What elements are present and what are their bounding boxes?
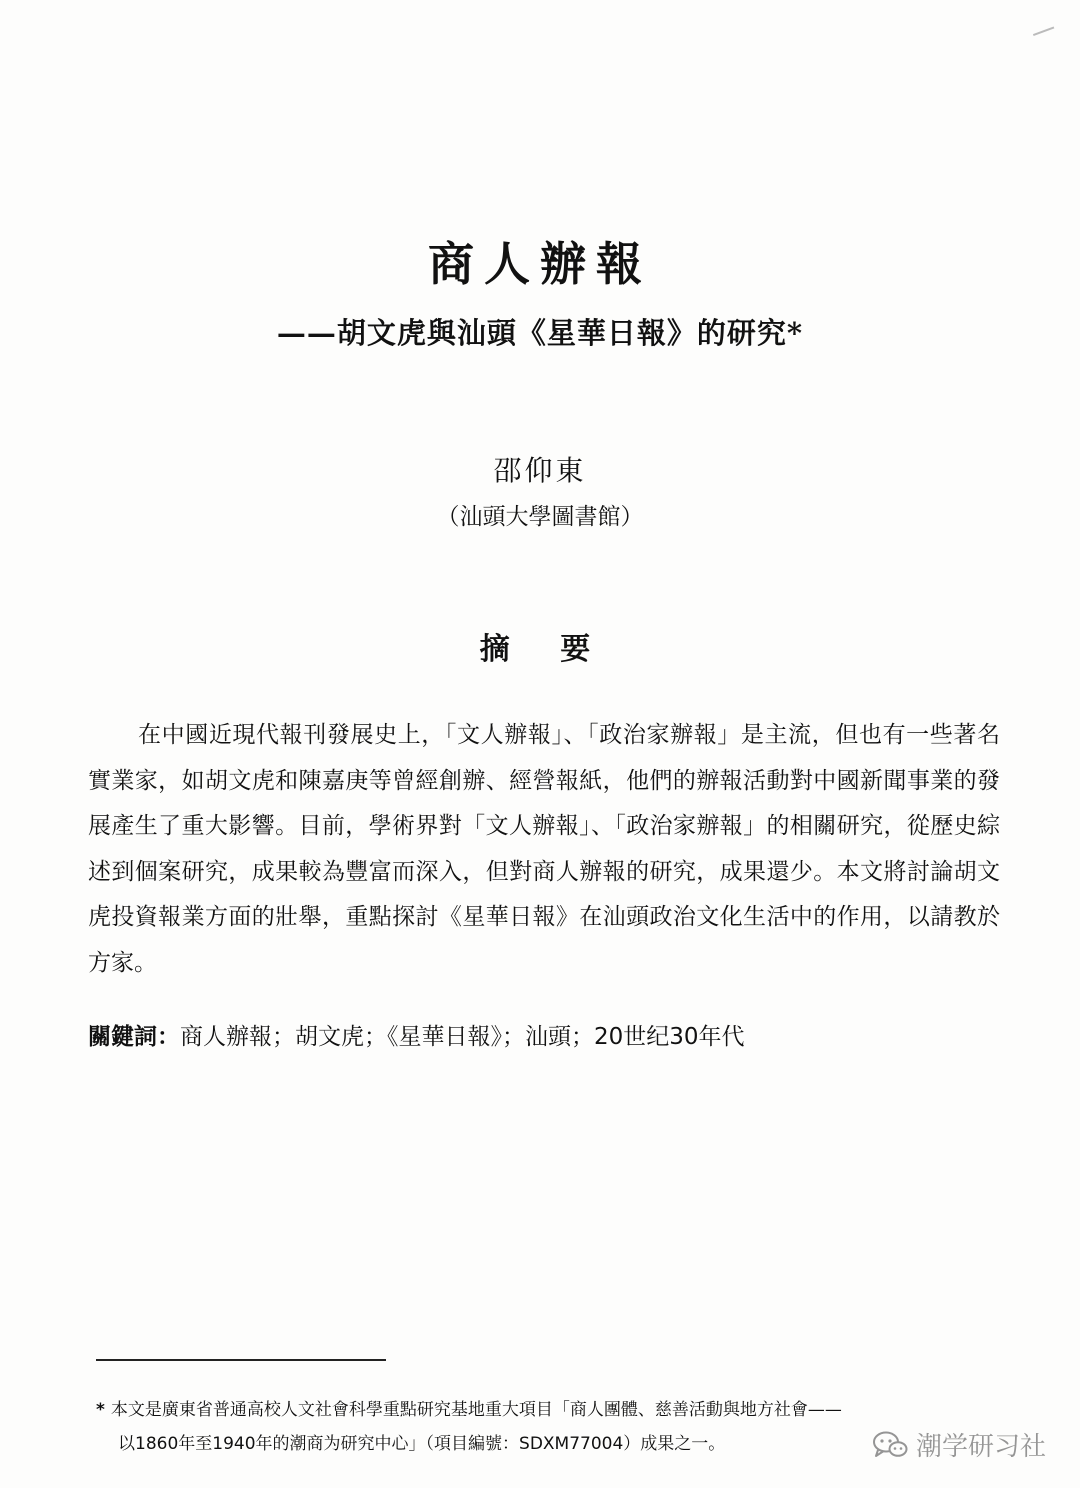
watermark-text: 潮学研习社 bbox=[916, 1432, 1047, 1462]
abstract-heading: 摘 要 bbox=[479, 632, 611, 667]
paper-subtitle: ——胡文虎與汕頭《星華日報》的研究* bbox=[276, 316, 804, 350]
keywords-text: 商人辦報；胡文虎；《星華日報》；汕頭；20世纪30年代 bbox=[180, 1024, 745, 1050]
author-affiliation: （汕頭大學圖書館） bbox=[436, 504, 644, 530]
keywords-line bbox=[88, 1018, 1000, 1051]
paper-title: 商人辦報 bbox=[428, 237, 652, 291]
watermark bbox=[872, 1426, 1046, 1463]
footnote-marker: * bbox=[96, 1400, 105, 1420]
author-name: 邵仰東 bbox=[493, 454, 587, 487]
scan-mark bbox=[1033, 27, 1057, 44]
footnote-line-1-text: 本文是廣東省普通高校人文社會科學重點研究基地重大項目「商人團體、慈善活動與地方社會—— bbox=[110, 1400, 842, 1420]
footnote-line-1 bbox=[96, 1393, 1016, 1427]
footnote-line-2: 以1860年至1940年的潮商为研究中心」（項目編號：SDXM77004）成果之一。 bbox=[118, 1434, 726, 1454]
wechat-icon bbox=[872, 1430, 908, 1460]
abstract-body: 在中國近現代報刊發展史上，「文人辦報」、「政治家辦報」是主流，但也有一些著名實業家，如胡文虎和陳嘉庚等曾經創辦、經營報紙，他們的辦報活動對中國新聞事業的發展產生了重大影響。目前，學術界對「文人辦報」、「政治家辦報」的相關研究，從歷史綜述到個案研究，成果較為豐富而深入，但對商人辦報的研究，成果還少。本文將討論胡文虎投資報業方面的壯舉，重點探討《星華日報》在汕頭政治文化生活中的作用，以請教於方家。 bbox=[88, 722, 1000, 976]
keywords-label: 關鍵詞： bbox=[88, 1024, 180, 1050]
footnote-divider bbox=[96, 1359, 386, 1361]
